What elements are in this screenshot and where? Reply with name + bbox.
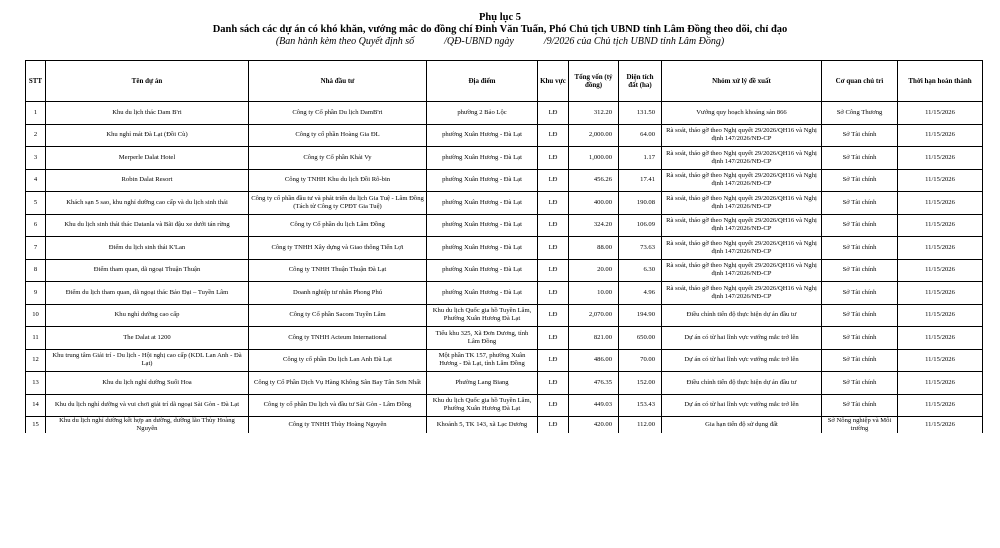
cell-location: phường Xuân Hương - Đà Lạt [427, 192, 538, 215]
cell-deadline: 11/15/2026 [898, 169, 983, 192]
cell-group: Dự án có từ hai lĩnh vực vướng mắc trở lên [662, 394, 822, 417]
cell-deadline: 11/15/2026 [898, 124, 983, 147]
table-row [26, 124, 983, 147]
cell-agency: Sở Tài chính [822, 169, 898, 192]
cell-location: phường Xuân Hương - Đà Lạt [427, 169, 538, 192]
cell-deadline: 11/15/2026 [898, 282, 983, 305]
cell-investor: Công ty Cổ phần du lịch Lâm Đồng [249, 214, 427, 237]
cell-agency: Sở Tài chính [822, 259, 898, 282]
cell-size: 112.00 [619, 417, 662, 434]
table-row [26, 349, 983, 372]
cell-investor: Công ty TNHH Thuận Thuận Đà Lạt [249, 259, 427, 282]
table-header-row [26, 61, 983, 102]
project-table [25, 60, 983, 433]
cell-size: 17.41 [619, 169, 662, 192]
cell-size: 152.00 [619, 372, 662, 395]
cell-stt: 9 [26, 282, 46, 305]
cell-stt: 11 [26, 327, 46, 350]
table-row [26, 214, 983, 237]
cell-location: Khoảnh 5, TK 143, xã Lạc Dương [427, 417, 538, 434]
table-row [26, 192, 983, 215]
cell-group: Rà soát, tháo gỡ theo Nghị quyết 29/2026/QH16 và Nghị định 147/2026/NĐ-CP [662, 214, 822, 237]
subtitle-part-c: /9/2026 của Chủ tịch UBND tỉnh Lâm Đồng) [543, 36, 725, 47]
cell-group: Rà soát, tháo gỡ theo Nghị quyết 29/2026/QH16 và Nghị định 147/2026/NĐ-CP [662, 237, 822, 260]
cell-size: 194.90 [619, 304, 662, 327]
cell-investor: Công ty TNHH Xây dựng và Giao thông Tiến Lợi [249, 237, 427, 260]
cell-location: phường Xuân Hương - Đà Lạt [427, 124, 538, 147]
cell-stt: 5 [26, 192, 46, 215]
cell-deadline: 11/15/2026 [898, 214, 983, 237]
cell-capital: 88.00 [569, 237, 619, 260]
cell-area: LĐ [538, 349, 569, 372]
cell-stt: 7 [26, 237, 46, 260]
cell-area: LĐ [538, 214, 569, 237]
cell-investor: Công ty Cổ phần Khải Vy [249, 147, 427, 170]
cell-investor: Công ty cổ phần Hoàng Gia ĐL [249, 124, 427, 147]
cell-area: LĐ [538, 192, 569, 215]
cell-location: phường Xuân Hương - Đà Lạt [427, 214, 538, 237]
cell-area: LĐ [538, 282, 569, 305]
cell-size: 190.08 [619, 192, 662, 215]
cell-deadline: 11/15/2026 [898, 192, 983, 215]
table-row [26, 147, 983, 170]
cell-deadline: 11/15/2026 [898, 259, 983, 282]
cell-group: Điều chỉnh tiến độ thực hiện dự án đầu tư [662, 304, 822, 327]
cell-size: 1.17 [619, 147, 662, 170]
cell-capital: 2,000.00 [569, 124, 619, 147]
table-row [26, 237, 983, 260]
cell-location: Khu du lịch Quốc gia hồ Tuyền Lâm, Phường Xuân Hương Đà Lạt [427, 304, 538, 327]
appendix-label: Phụ lục 5 [478, 12, 521, 23]
cell-size: 650.00 [619, 327, 662, 350]
cell-size: 153.43 [619, 394, 662, 417]
cell-deadline: 11/15/2026 [898, 304, 983, 327]
cell-name: Điểm tham quan, dã ngoại Thuận Thuận [46, 259, 249, 282]
cell-group: Rà soát, tháo gỡ theo Nghị quyết 29/2026/QH16 và Nghị định 147/2026/NĐ-CP [662, 282, 822, 305]
cell-stt: 8 [26, 259, 46, 282]
cell-deadline: 11/15/2026 [898, 417, 983, 434]
cell-investor: Công ty cổ phần đầu tư và phát triển du lịch Gia Tuệ - Lâm Đồng (Tách từ Công ty CPĐT Gia Tuệ) [249, 192, 427, 215]
cell-agency: Sở Tài chính [822, 147, 898, 170]
col-header-investor: Nhà đầu tư [249, 61, 427, 102]
cell-stt: 15 [26, 417, 46, 434]
cell-size: 131.50 [619, 102, 662, 125]
cell-name: Khu du lịch nghỉ dưỡng Suối Hoa [46, 372, 249, 395]
cell-investor: Công ty TNHH Thùy Hoàng Nguyên [249, 417, 427, 434]
cell-group: Dự án có từ hai lĩnh vực vướng mắc trở lên [662, 327, 822, 350]
cell-capital: 476.35 [569, 372, 619, 395]
cell-name: Khu du lịch nghỉ dưỡng kết hợp an dưỡng, dưỡng lão Thùy Hoàng Nguyên [46, 417, 249, 434]
col-header-size: Diện tích đất (ha) [619, 61, 662, 102]
cell-agency: Sở Nông nghiệp và Môi trường [822, 417, 898, 434]
cell-location: phường Xuân Hương - Đà Lạt [427, 282, 538, 305]
cell-location: phường Xuân Hương - Đà Lạt [427, 259, 538, 282]
cell-stt: 3 [26, 147, 46, 170]
table-row [26, 282, 983, 305]
cell-capital: 420.00 [569, 417, 619, 434]
cell-deadline: 11/15/2026 [898, 349, 983, 372]
cell-stt: 4 [26, 169, 46, 192]
cell-agency: Sở Tài chính [822, 304, 898, 327]
col-header-stt: STT [26, 61, 46, 102]
cell-area: LĐ [538, 169, 569, 192]
cell-location: phường Xuân Hương - Đà Lạt [427, 147, 538, 170]
cell-deadline: 11/15/2026 [898, 394, 983, 417]
cell-group: Rà soát, tháo gỡ theo Nghị quyết 29/2026/QH16 và Nghị định 147/2026/NĐ-CP [662, 147, 822, 170]
cell-name: The Dalat at 1200 [46, 327, 249, 350]
cell-group: Rà soát, tháo gỡ theo Nghị quyết 29/2026/QH16 và Nghị định 147/2026/NĐ-CP [662, 192, 822, 215]
cell-agency: Sở Công Thương [822, 102, 898, 125]
cell-investor: Công ty cổ phần Du lịch Lan Anh Đà Lạt [249, 349, 427, 372]
table-body [26, 102, 983, 434]
cell-area: LĐ [538, 147, 569, 170]
cell-capital: 312.20 [569, 102, 619, 125]
col-header-name: Tên dự án [46, 61, 249, 102]
table-row [26, 169, 983, 192]
cell-agency: Sở Tài chính [822, 349, 898, 372]
cell-size: 64.00 [619, 124, 662, 147]
cell-size: 70.00 [619, 349, 662, 372]
cell-location: phường Xuân Hương - Đà Lạt [427, 237, 538, 260]
cell-deadline: 11/15/2026 [898, 102, 983, 125]
cell-investor: Công ty Cổ Phần Dịch Vụ Hàng Không Sân Bay Tân Sơn Nhất [249, 372, 427, 395]
cell-name: Robin Dalat Resort [46, 169, 249, 192]
col-header-location: Địa điểm [427, 61, 538, 102]
cell-investor: Doanh nghiệp tư nhân Phong Phú [249, 282, 427, 305]
cell-location: Phường Lang Biang [427, 372, 538, 395]
cell-investor: Công ty Cổ phần Sacom Tuyền Lâm [249, 304, 427, 327]
cell-stt: 6 [26, 214, 46, 237]
cell-stt: 2 [26, 124, 46, 147]
table-row [26, 327, 983, 350]
cell-capital: 486.00 [569, 349, 619, 372]
cell-area: LĐ [538, 304, 569, 327]
cell-name: Khu nghỉ mát Đà Lạt (Đồi Cù) [46, 124, 249, 147]
cell-deadline: 11/15/2026 [898, 237, 983, 260]
cell-capital: 821.00 [569, 327, 619, 350]
cell-deadline: 11/15/2026 [898, 372, 983, 395]
cell-name: Khu trung tâm Giải trí - Du lịch - Hội nghị cao cấp (KDL Lan Anh - Đà Lạt) [46, 349, 249, 372]
cell-capital: 456.26 [569, 169, 619, 192]
cell-stt: 14 [26, 394, 46, 417]
cell-area: LĐ [538, 372, 569, 395]
cell-area: LĐ [538, 417, 569, 434]
cell-agency: Sở Tài chính [822, 394, 898, 417]
cell-area: LĐ [538, 237, 569, 260]
cell-agency: Sở Tài chính [822, 282, 898, 305]
cell-capital: 2,070.00 [569, 304, 619, 327]
cell-agency: Sở Tài chính [822, 214, 898, 237]
cell-stt: 10 [26, 304, 46, 327]
cell-group: Dự án có từ hai lĩnh vực vướng mắc trở lên [662, 349, 822, 372]
cell-investor: Công ty TNHH Acteum International [249, 327, 427, 350]
document-subtitle [0, 36, 1000, 48]
document-title: Danh sách các dự án có khó khăn, vướng mắc do đồng chí Đinh Văn Tuấn, Phó Chủ tịch UBND tỉnh Lâm Đồng theo dõi, chỉ đạo [212, 24, 788, 35]
cell-agency: Sở Tài chính [822, 372, 898, 395]
cell-investor: Công ty Cổ phần Du lịch DamB'ri [249, 102, 427, 125]
cell-area: LĐ [538, 259, 569, 282]
cell-capital: 10.00 [569, 282, 619, 305]
table-row [26, 394, 983, 417]
cell-name: Điểm du lịch tham quan, dã ngoại thác Bảo Đại – Tuyền Lâm [46, 282, 249, 305]
cell-name: Khu du lịch sinh thái thác Datanla và Bãi đậu xe dưới tán rừng [46, 214, 249, 237]
cell-area: LĐ [538, 327, 569, 350]
cell-deadline: 11/15/2026 [898, 147, 983, 170]
cell-size: 4.96 [619, 282, 662, 305]
cell-capital: 1,000.00 [569, 147, 619, 170]
cell-investor: Công ty cổ phần Du lịch và đầu tư Sài Gòn - Lâm Đồng [249, 394, 427, 417]
cell-agency: Sở Tài chính [822, 124, 898, 147]
cell-stt: 12 [26, 349, 46, 372]
cell-area: LĐ [538, 102, 569, 125]
col-header-area: Khu vực [538, 61, 569, 102]
cell-area: LĐ [538, 124, 569, 147]
table-row [26, 372, 983, 395]
table-row [26, 102, 983, 125]
cell-group: Điều chỉnh tiến độ thực hiện dự án đầu tư [662, 372, 822, 395]
cell-capital: 400.00 [569, 192, 619, 215]
cell-capital: 324.20 [569, 214, 619, 237]
table-row [26, 304, 983, 327]
cell-group: Gia hạn tiến độ sử dụng đất [662, 417, 822, 434]
table-row [26, 259, 983, 282]
cell-agency: Sở Tài chính [822, 327, 898, 350]
cell-name: Merperle Dalat Hotel [46, 147, 249, 170]
cell-size: 106.09 [619, 214, 662, 237]
cell-location: phường 2 Bảo Lộc [427, 102, 538, 125]
col-header-deadline: Thời hạn hoàn thành [898, 61, 983, 102]
document-header [0, 12, 1000, 48]
cell-location: Khu du lịch Quốc gia hồ Tuyền Lâm, Phường Xuân Hương Đà Lạt [427, 394, 538, 417]
cell-stt: 1 [26, 102, 46, 125]
cell-capital: 449.03 [569, 394, 619, 417]
col-header-group: Nhóm xử lý đề xuất [662, 61, 822, 102]
cell-location: Một phần TK 157, phường Xuân Hương - Đà Lạt, tỉnh Lâm Đồng [427, 349, 538, 372]
cell-agency: Sở Tài chính [822, 237, 898, 260]
cell-deadline: 11/15/2026 [898, 327, 983, 350]
cell-agency: Sở Tài chính [822, 192, 898, 215]
col-header-capital: Tổng vốn (tỷ đồng) [569, 61, 619, 102]
cell-location: Tiểu khu 325, Xã Đơn Dương, tỉnh Lâm Đồng [427, 327, 538, 350]
cell-size: 6.30 [619, 259, 662, 282]
table-row [26, 417, 983, 434]
cell-group: Vướng quy hoạch khoáng sản 866 [662, 102, 822, 125]
cell-name: Khu du lịch thác Dam B'ri [46, 102, 249, 125]
cell-area: LĐ [538, 394, 569, 417]
cell-name: Khách sạn 5 sao, khu nghỉ dưỡng cao cấp và du lịch sinh thái [46, 192, 249, 215]
cell-group: Rà soát, tháo gỡ theo Nghị quyết 29/2026/QH16 và Nghị định 147/2026/NĐ-CP [662, 259, 822, 282]
subtitle-part-b: /QĐ-UBND ngày [444, 36, 514, 47]
cell-name: Khu du lịch nghỉ dưỡng và vui chơi giải trí dã ngoại Sài Gòn - Đà Lạt [46, 394, 249, 417]
cell-size: 73.63 [619, 237, 662, 260]
cell-stt: 13 [26, 372, 46, 395]
cell-investor: Công ty TNHH Khu du lịch Đồi Rô-bin [249, 169, 427, 192]
cell-name: Điểm du lịch sinh thái K'Lan [46, 237, 249, 260]
subtitle-part-a: (Ban hành kèm theo Quyết định số [275, 36, 415, 47]
col-header-agency: Cơ quan chủ trì [822, 61, 898, 102]
cell-group: Rà soát, tháo gỡ theo Nghị quyết 29/2026/QH16 và Nghị định 147/2026/NĐ-CP [662, 169, 822, 192]
cell-name: Khu nghỉ dưỡng cao cấp [46, 304, 249, 327]
cell-group: Rà soát, tháo gỡ theo Nghị quyết 29/2026/QH16 và Nghị định 147/2026/NĐ-CP [662, 124, 822, 147]
cell-capital: 20.00 [569, 259, 619, 282]
